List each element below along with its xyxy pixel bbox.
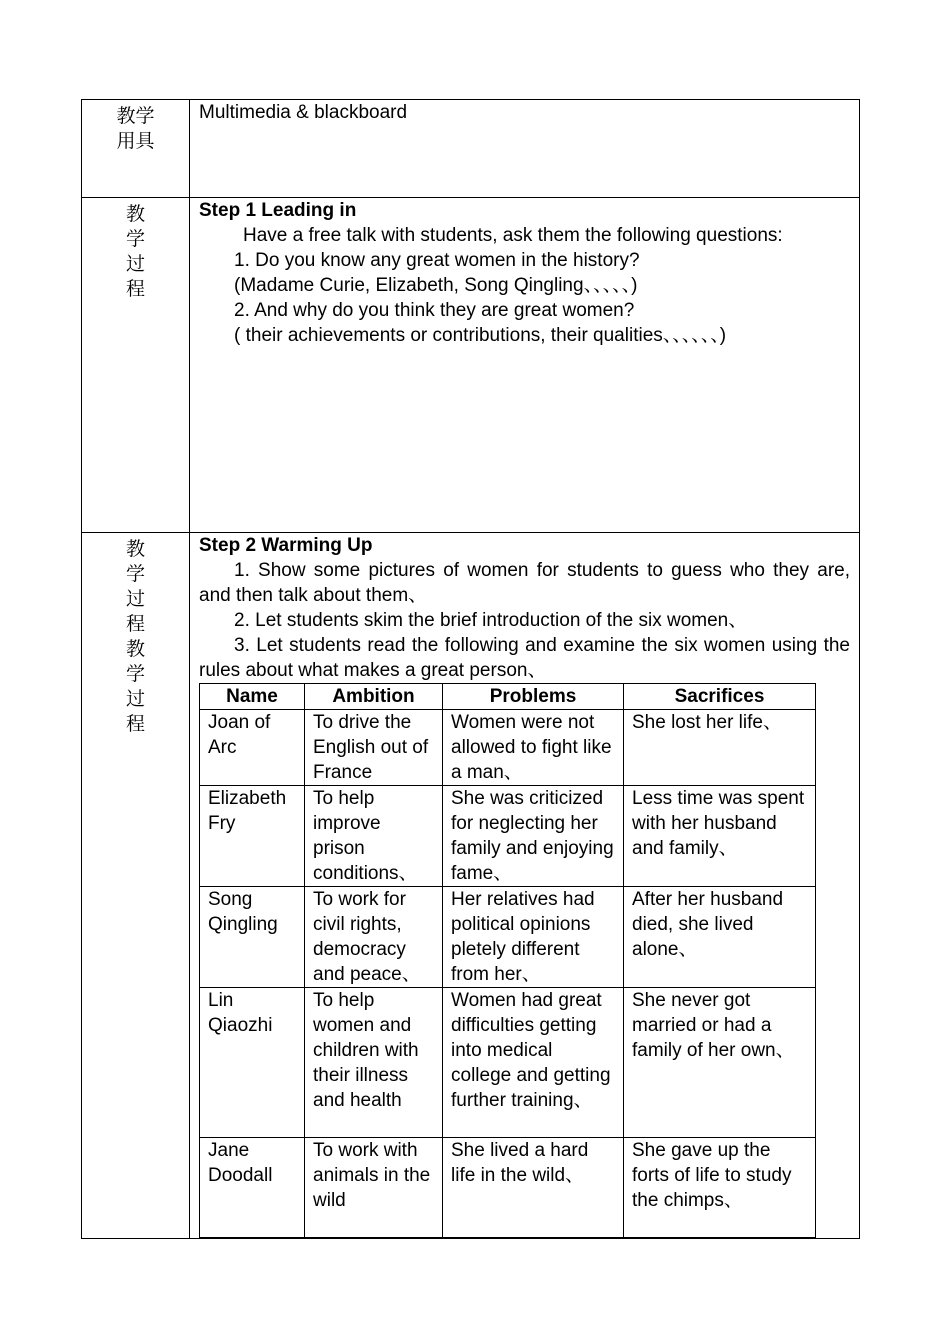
label-char: 教 — [125, 203, 145, 225]
table-row — [200, 710, 816, 786]
women-table-header — [200, 684, 816, 710]
teaching-tools-content: Multimedia & blackboard — [190, 100, 860, 198]
teaching-tools-label-text: 教学用具 — [116, 105, 155, 152]
cell-problems: She was criticized for neglecting her family and enjoying fame、 — [443, 786, 624, 887]
lesson-plan-table — [81, 99, 860, 1239]
step1-question-2: 2. And why do you think they are great women? — [234, 300, 635, 321]
label-char: 程 — [125, 613, 145, 635]
teaching-process-label-2 — [82, 533, 190, 1239]
cell-ambition: To work for civil rights, democracy and peace、 — [305, 887, 443, 988]
cell-problems: Women had great difficulties getting into medical college and getting further training、 — [443, 988, 624, 1138]
header-sacrifices: Sacrifices — [624, 684, 816, 710]
step1-row — [82, 198, 860, 533]
cell-sacrifices: She gave up the forts of life to study the chimps、 — [624, 1138, 816, 1238]
step1-title: Step 1 Leading in — [199, 200, 357, 221]
cell-name: Elizabeth Fry — [200, 786, 305, 887]
women-table — [199, 683, 816, 1238]
label-char: 教 — [125, 638, 145, 660]
label-char: 教 — [125, 538, 145, 560]
table-row — [200, 988, 816, 1138]
cell-name: Song Qingling — [200, 887, 305, 988]
step2-content — [190, 533, 860, 1239]
cell-problems: She lived a hard life in the wild、 — [443, 1138, 624, 1238]
header-ambition: Ambition — [305, 684, 443, 710]
cell-name: Lin Qiaozhi — [200, 988, 305, 1138]
step2-title: Step 2 Warming Up — [199, 535, 373, 556]
cell-name: Joan of Arc — [200, 710, 305, 786]
label-char: 学 — [125, 663, 145, 685]
cell-ambition: To help improve prison conditions、 — [305, 786, 443, 887]
cell-ambition: To work with animals in the wild — [305, 1138, 443, 1238]
cell-problems: Women were not allowed to fight like a man、 — [443, 710, 624, 786]
step2-item-1: 1. Show some pictures of women for students to guess who they are, and then talk about them、 — [199, 560, 850, 606]
cell-sacrifices: She never got married or had a family of her own、 — [624, 988, 816, 1138]
cell-name: Jane Doodall — [200, 1138, 305, 1238]
label-char: 过 — [125, 688, 145, 710]
teaching-tools-row — [82, 100, 860, 198]
label-char: 过 — [125, 588, 145, 610]
teaching-process-label-1 — [82, 198, 190, 533]
step1-intro: Have a free talk with students, ask them the following questions: — [243, 225, 783, 246]
label-char: 程 — [125, 713, 145, 735]
step1-answer-2: ( their achievements or contributions, their qualities、、、、、、) — [234, 325, 727, 346]
table-row — [200, 1138, 816, 1238]
label-char: 程 — [125, 278, 145, 300]
cell-sacrifices: After her husband died, she lived alone、 — [624, 887, 816, 988]
cell-ambition: To drive the English out of France — [305, 710, 443, 786]
step1-answer-1: (Madame Curie, Elizabeth, Song Qingling、、、、、) — [234, 275, 638, 296]
label-char: 学 — [125, 563, 145, 585]
step1-question-1: 1. Do you know any great women in the history? — [234, 250, 640, 271]
teaching-tools-label — [82, 100, 190, 198]
step2-item-3: 3. Let students read the following and examine the six women using the rules about what makes a great person、 — [199, 635, 850, 681]
label-char: 学 — [125, 228, 145, 250]
cell-sacrifices: She lost her life、 — [624, 710, 816, 786]
cell-sacrifices: Less time was spent with her husband and family、 — [624, 786, 816, 887]
table-row — [200, 887, 816, 988]
label-char: 过 — [125, 253, 145, 275]
cell-problems: Her relatives had political opinions pletely different from her、 — [443, 887, 624, 988]
cell-ambition: To help women and children with their illness and health — [305, 988, 443, 1138]
header-problems: Problems — [443, 684, 624, 710]
step2-item-2: 2. Let students skim the brief introduction of the six women、 — [234, 610, 748, 631]
header-name: Name — [200, 684, 305, 710]
table-row — [200, 786, 816, 887]
step2-row — [82, 533, 860, 1239]
step1-content — [190, 198, 860, 533]
